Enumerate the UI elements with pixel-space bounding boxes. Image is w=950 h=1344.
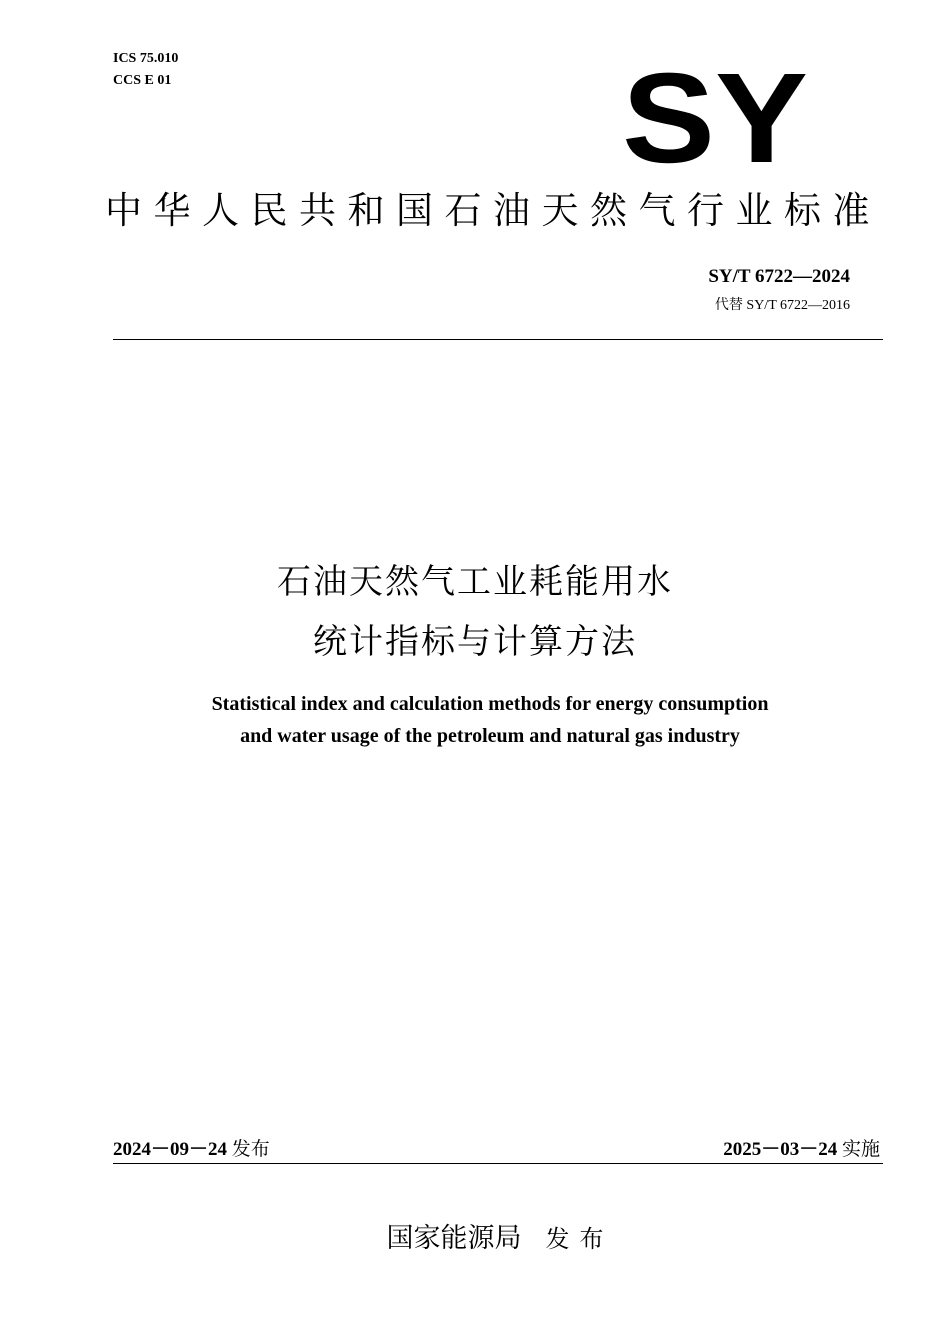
standard-number: SY/T 6722—2024: [708, 266, 850, 287]
title-en-line-2: and water usage of the petroleum and natural gas industry: [240, 725, 740, 747]
issue-date: 2024－09－24: [113, 1139, 228, 1160]
title-en-line-1: Statistical index and calculation methods for energy consumption: [211, 693, 769, 715]
header-divider: [113, 339, 883, 340]
implement-date: 2025－03－24: [723, 1139, 838, 1160]
ics-code: ICS 75.010: [113, 51, 179, 66]
standard-number-block: [708, 266, 850, 314]
footer-divider: [113, 1163, 883, 1164]
ccs-code: CCS E 01: [113, 73, 172, 88]
replaces-standard: 代替 SY/T 6722—2016: [714, 298, 850, 313]
title-chinese: [0, 552, 950, 672]
classification-codes: [113, 48, 178, 92]
title-cn-line-2: 统计指标与计算方法: [313, 622, 637, 662]
issuer-name: 国家能源局: [386, 1223, 522, 1254]
implement-label: 实施: [841, 1138, 880, 1160]
issuer-action: 发布: [545, 1225, 614, 1253]
issue-date-block: [113, 1134, 270, 1161]
title-cn-line-1: 石油天然气工业耗能用水: [277, 562, 673, 602]
implement-date-block: [723, 1134, 880, 1161]
organization-name: 中华人民共和国石油天然气行业标准: [105, 189, 881, 232]
issuer-block: [0, 1216, 950, 1255]
title-english: [0, 688, 950, 752]
sy-logo: [620, 62, 810, 170]
issue-label: 发布: [231, 1138, 270, 1160]
sy-logo-text: SY: [622, 62, 808, 170]
